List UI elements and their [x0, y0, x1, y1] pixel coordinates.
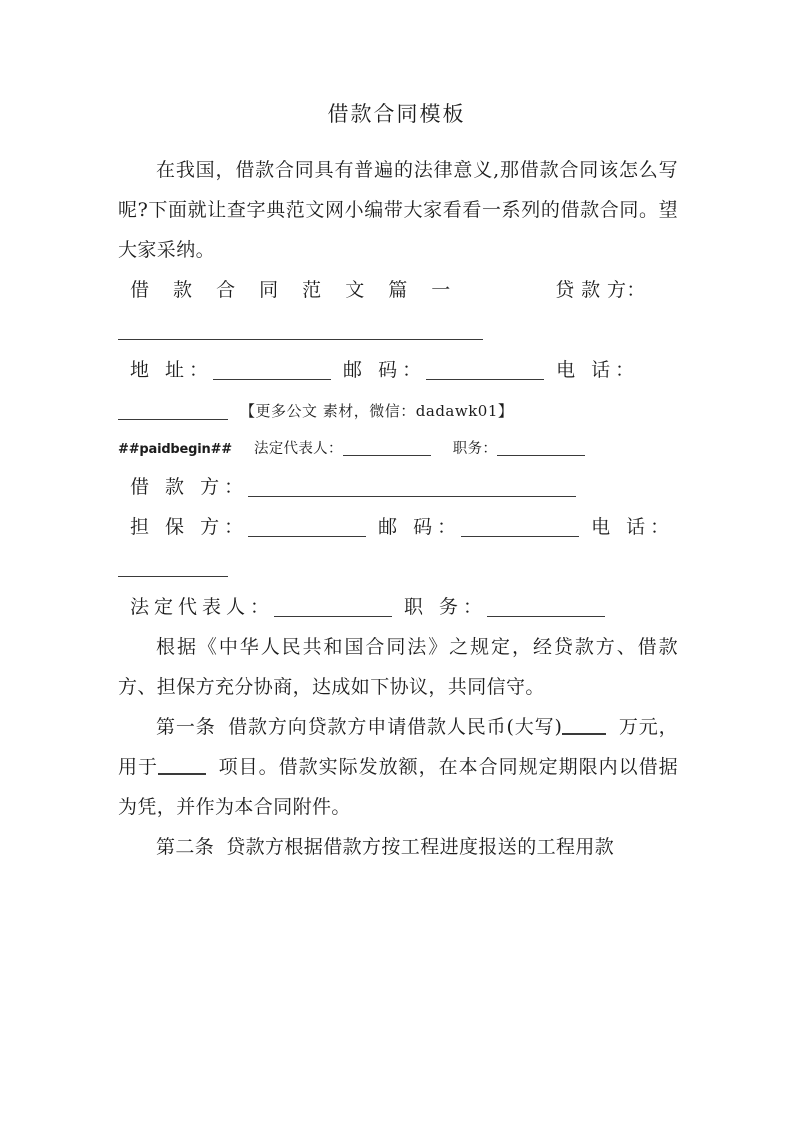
paid-legal-rep-blank-field[interactable]	[343, 455, 431, 456]
article-one-project-blank-field[interactable]	[158, 773, 206, 775]
legal-rep-label: 法定代表人：	[130, 596, 275, 618]
article-one-text-part1: 借款方向贷款方申请借款人民币(大写)	[227, 716, 563, 738]
article-one-paragraph	[118, 707, 678, 827]
document-body	[118, 150, 678, 867]
intro-paragraph: 在我国，借款合同具有普遍的法律意义,那借款合同该怎么写呢?下面就让查字典范文网小编带大家看看一系列的借款合同。望大家采纳。	[118, 159, 678, 261]
article-one-text-part3: 项目。借款实际发放额，在本合同规定期限内以借据为凭，并作为本合同附件。	[118, 756, 678, 818]
article-one-text-part2: 万元，用于	[118, 716, 679, 778]
paid-position-label: 职务：	[452, 441, 498, 457]
position-blank-field[interactable]	[487, 616, 605, 617]
lender-contact-line	[118, 350, 678, 390]
section-heading-line	[118, 270, 678, 310]
guarantor-postcode-blank-field[interactable]	[461, 536, 579, 537]
address-blank-field[interactable]	[213, 379, 331, 380]
postcode-blank-field[interactable]	[426, 379, 544, 380]
guarantor-phone-label: 电 话：	[591, 516, 675, 538]
paid-begin-line	[118, 431, 678, 467]
position-label: 职 务：	[404, 596, 488, 618]
guarantor-label: 担 保 方：	[130, 516, 249, 538]
guarantor-phone-blank-line	[118, 547, 678, 587]
article-one-prefix: 第一条	[156, 716, 216, 738]
section-heading: 借 款 合 同 范 文 篇 一	[130, 279, 460, 301]
borrower-label: 借 款 方：	[130, 476, 249, 498]
phone-label: 电 话：	[556, 359, 640, 381]
borrower-line	[118, 467, 678, 507]
page-title: 借款合同模板	[327, 102, 466, 126]
phone-blank-field[interactable]	[118, 419, 228, 420]
article-two-prefix: 第二条	[156, 836, 215, 858]
address-label: 地 址：	[130, 359, 214, 381]
article-two-paragraph	[118, 827, 678, 867]
article-one-amount-blank-field[interactable]	[562, 733, 606, 735]
guarantor-phone-blank-field[interactable]	[118, 576, 228, 577]
paid-begin-marker: ##paidbegin##	[118, 442, 232, 457]
legal-rep-line	[118, 587, 678, 627]
guarantor-postcode-label: 邮 码：	[378, 516, 462, 538]
watermark-text: 【更多公文 素材，微信：dadawk01】	[240, 402, 514, 420]
phone-blank-watermark-line	[118, 390, 678, 431]
lender-label: 贷 款 方：	[555, 279, 646, 301]
legal-basis-paragraph: 根据《中华人民共和国合同法》之规定，经贷款方、借款方、担保方充分协商，达成如下协议，共同信守。	[118, 636, 678, 698]
guarantor-blank-field[interactable]	[248, 536, 366, 537]
lender-blank-field[interactable]	[118, 339, 483, 340]
article-two-text: 贷款方根据借款方按工程进度报送的工程用款	[226, 836, 615, 858]
borrower-blank-field[interactable]	[248, 496, 576, 497]
postcode-label: 邮 码：	[343, 359, 427, 381]
paid-legal-rep-label: 法定代表人：	[253, 441, 343, 457]
guarantor-line	[118, 507, 678, 547]
paid-position-blank-field[interactable]	[497, 455, 585, 456]
legal-rep-blank-field[interactable]	[274, 616, 392, 617]
lender-blank-line	[118, 310, 678, 350]
